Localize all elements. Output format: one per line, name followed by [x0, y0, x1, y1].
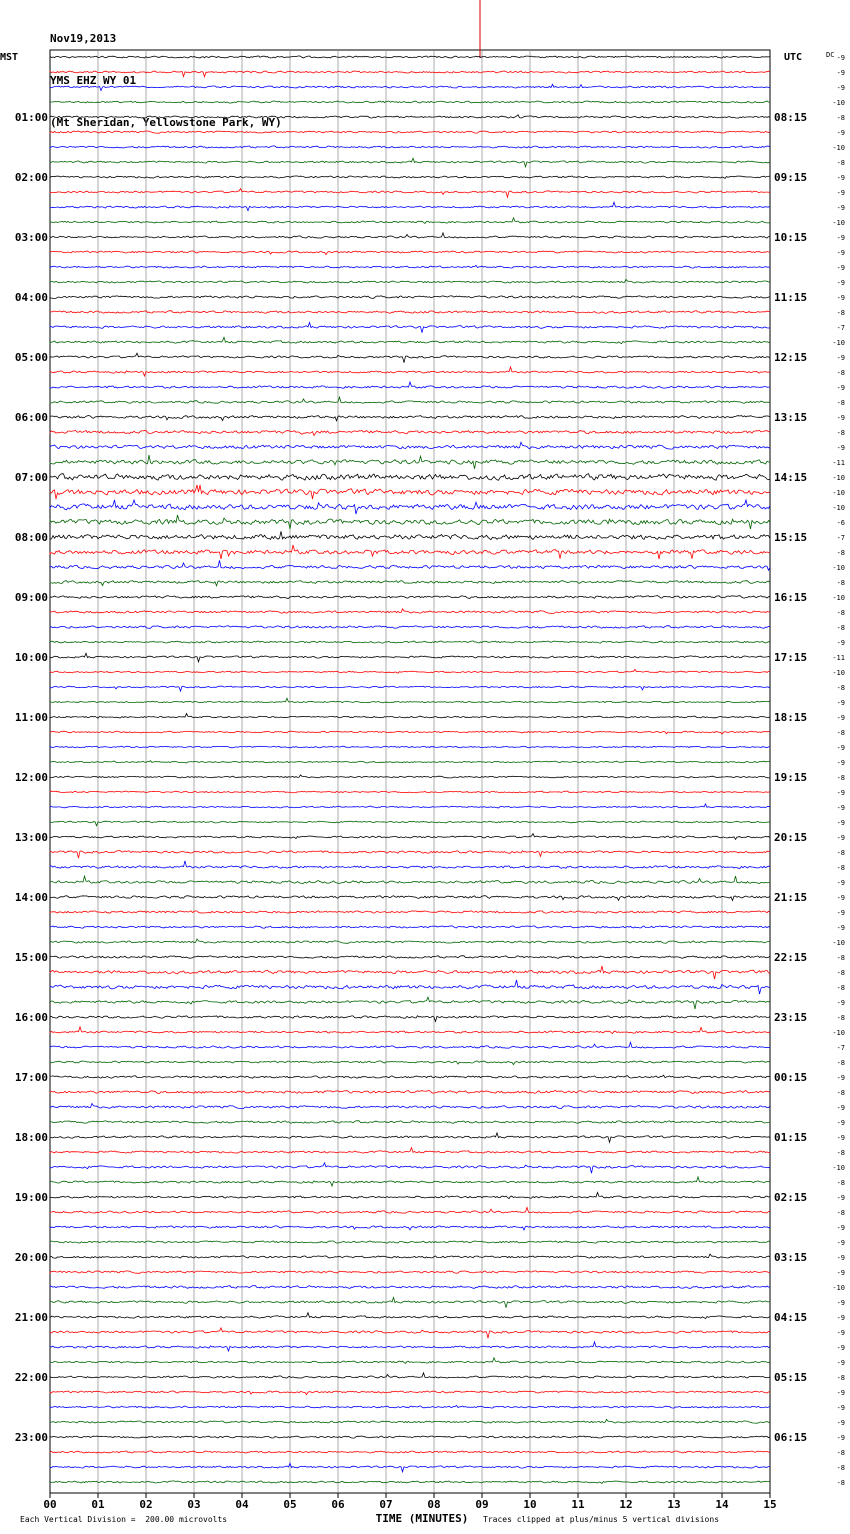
seismic-trace — [50, 56, 770, 58]
seismic-trace — [50, 442, 770, 449]
seismic-trace — [50, 1042, 770, 1048]
mst-hour-label: 17:00 — [14, 1071, 48, 1084]
utc-hour-label: 09:15 — [774, 171, 808, 184]
seismic-trace — [50, 311, 770, 314]
dc-offset-label: -9 — [836, 1119, 845, 1127]
dc-offset-label: -8 — [836, 1059, 845, 1067]
chart-date: Nov19,2013 — [50, 32, 117, 45]
dc-offset-label: -8 — [836, 1179, 845, 1187]
seismic-trace — [50, 233, 770, 238]
dc-offset-label: -10 — [832, 939, 845, 947]
footer-clip-note: Traces clipped at plus/minus 5 vertical divisions — [483, 1515, 720, 1524]
seismic-trace — [50, 1163, 770, 1173]
x-axis-title: TIME (MINUTES) — [375, 1512, 469, 1525]
dc-offset-label: -9 — [836, 264, 845, 272]
seismic-trace — [50, 761, 770, 763]
seismic-trace — [50, 146, 770, 148]
seismic-trace — [50, 101, 770, 103]
seismic-trace — [50, 337, 770, 343]
seismic-trace — [50, 804, 770, 808]
dc-offset-label: -9 — [836, 189, 845, 197]
dc-offset-label: -9 — [836, 234, 845, 242]
dc-offset-label: -8 — [836, 309, 845, 317]
seismic-trace — [50, 669, 770, 673]
x-tick-label: 04 — [235, 1498, 249, 1511]
dc-offset-label: -9 — [836, 1104, 845, 1112]
dc-offset-label: -8 — [836, 984, 845, 992]
x-tick-label: 08 — [427, 1498, 441, 1511]
dc-offset-label: -8 — [836, 1479, 845, 1487]
dc-offset-label: -8 — [836, 1449, 845, 1457]
mst-hour-label: 23:00 — [14, 1431, 48, 1444]
seismic-trace — [50, 1121, 770, 1124]
seismic-trace — [50, 1286, 770, 1289]
seismic-trace — [50, 731, 770, 734]
x-tick-label: 01 — [91, 1498, 105, 1511]
seismic-trace — [50, 791, 770, 793]
seismic-trace — [50, 1061, 770, 1065]
seismic-trace — [50, 1391, 770, 1395]
seismic-trace — [50, 430, 770, 435]
x-tick-label: 10 — [523, 1498, 537, 1511]
dc-offset-label: -9 — [836, 1224, 845, 1232]
seismic-trace — [50, 581, 770, 586]
utc-hour-label: 22:15 — [774, 951, 808, 964]
seismic-trace — [50, 1148, 770, 1154]
dc-offset-label: -9 — [836, 1239, 845, 1247]
x-tick-label: 05 — [283, 1498, 297, 1511]
utc-hour-label: 12:15 — [774, 351, 808, 364]
dc-offset-label: -9 — [836, 1344, 845, 1352]
dc-offset-label: -9 — [836, 759, 845, 767]
dc-offset-label: -8 — [836, 864, 845, 872]
x-tick-label: 12 — [619, 1498, 633, 1511]
seismic-trace — [50, 980, 770, 994]
dc-offset-label: -7 — [836, 324, 845, 332]
seismic-trace — [50, 939, 770, 943]
seismic-trace — [50, 1091, 770, 1094]
seismic-trace — [50, 746, 770, 748]
dc-offset-label: -8 — [836, 1014, 845, 1022]
seismic-trace — [50, 596, 770, 599]
dc-offset-label: -9 — [836, 879, 845, 887]
dc-offset-label: -9 — [836, 1074, 845, 1082]
seismic-trace — [50, 218, 770, 224]
dc-offset-label: -6 — [836, 519, 845, 527]
utc-hour-label: 11:15 — [774, 291, 808, 304]
mst-hour-label: 20:00 — [14, 1251, 48, 1264]
dc-offset-label: -10 — [832, 474, 845, 482]
seismic-trace — [50, 545, 770, 559]
dc-offset-label: -9 — [836, 1134, 845, 1142]
mst-axis-label: MST — [0, 52, 19, 63]
dc-offset-label: -8 — [836, 159, 845, 167]
seismic-trace — [50, 1481, 770, 1484]
dc-offset-label: -9 — [836, 129, 845, 137]
chart-location: (Mt Sheridan, Yellowstone Park, WY) — [50, 116, 282, 129]
dc-offset-label: -8 — [836, 429, 845, 437]
seismic-trace — [50, 485, 770, 499]
dc-offset-label: -8 — [836, 1464, 845, 1472]
dc-offset-label: -9 — [836, 1359, 845, 1367]
utc-hour-label: 01:15 — [774, 1131, 808, 1144]
seismic-trace — [50, 367, 770, 376]
dc-offset-label: -9 — [836, 69, 845, 77]
utc-hour-label: 00:15 — [774, 1071, 808, 1084]
dc-offset-label: -9 — [836, 1194, 845, 1202]
seismic-trace — [50, 821, 770, 826]
mst-hour-label: 14:00 — [14, 891, 48, 904]
x-tick-label: 11 — [571, 1498, 585, 1511]
seismic-trace — [50, 416, 770, 421]
seismic-trace — [50, 279, 770, 283]
dc-offset-label: -9 — [836, 249, 845, 257]
dc-offset-label: -10 — [832, 669, 845, 677]
seismic-trace — [50, 1419, 770, 1423]
dc-offset-label: -7 — [836, 1044, 845, 1052]
seismic-trace — [50, 1241, 770, 1243]
dc-offset-label: -9 — [836, 279, 845, 287]
x-tick-label: 15 — [763, 1498, 777, 1511]
dc-offset-label: -10 — [832, 99, 845, 107]
utc-hour-label: 06:15 — [774, 1431, 808, 1444]
dc-offset-label: -9 — [836, 354, 845, 362]
x-tick-label: 03 — [187, 1498, 201, 1511]
seismic-trace — [50, 560, 770, 570]
seismic-trace — [50, 775, 770, 778]
mst-hour-label: 12:00 — [14, 771, 48, 784]
seismic-trace — [50, 1342, 770, 1351]
seismic-trace — [50, 1358, 770, 1364]
utc-hour-label: 10:15 — [774, 231, 808, 244]
dc-offset-label: -9 — [836, 819, 845, 827]
dc-offset-label: -10 — [832, 594, 845, 602]
seismic-trace — [50, 714, 770, 719]
footer-scale-note: Each Vertical Division = 200.00 microvolts — [20, 1515, 228, 1524]
dc-offset-label: -9 — [836, 1254, 845, 1262]
mst-hour-label: 04:00 — [14, 291, 48, 304]
seismic-trace — [50, 353, 770, 363]
dc-offset-label: -9 — [836, 789, 845, 797]
seismic-trace — [50, 834, 770, 840]
seismic-trace — [50, 997, 770, 1009]
mst-hour-label: 21:00 — [14, 1311, 48, 1324]
dc-offset-label: -10 — [832, 489, 845, 497]
seismic-trace — [50, 1226, 770, 1230]
dc-offset-label: -9 — [836, 639, 845, 647]
mst-hour-label: 15:00 — [14, 951, 48, 964]
seismic-trace — [50, 251, 770, 255]
x-tick-label: 07 — [379, 1498, 393, 1511]
dc-offset-label: -8 — [836, 1089, 845, 1097]
dc-offset-label: -10 — [832, 1029, 845, 1037]
seismic-trace — [50, 1075, 770, 1078]
seismic-trace — [50, 115, 770, 118]
utc-hour-label: 02:15 — [774, 1191, 808, 1204]
seismic-trace — [50, 531, 770, 539]
dc-offset-label: -10 — [832, 564, 845, 572]
seismic-trace — [50, 1207, 770, 1213]
dc-offset-label: -9 — [836, 999, 845, 1007]
seismic-trace — [50, 653, 770, 662]
dc-offset-label: -8 — [836, 1209, 845, 1217]
seismic-trace — [50, 1271, 770, 1274]
seismic-trace — [50, 911, 770, 913]
seismic-trace — [50, 1313, 770, 1319]
dc-offset-label: -10 — [832, 504, 845, 512]
seismic-trace — [50, 1016, 770, 1022]
seismic-trace — [50, 896, 770, 901]
dc-offset-label: -9 — [836, 834, 845, 842]
dc-offset-label: -8 — [836, 1149, 845, 1157]
utc-hour-label: 20:15 — [774, 831, 808, 844]
seismic-trace — [50, 956, 770, 959]
mst-hour-label: 19:00 — [14, 1191, 48, 1204]
seismic-trace — [50, 966, 770, 979]
seismic-trace — [50, 1405, 770, 1408]
mst-hour-label: 13:00 — [14, 831, 48, 844]
dc-offset-label: -8 — [836, 774, 845, 782]
seismic-trace — [50, 455, 770, 469]
mst-hour-label: 16:00 — [14, 1011, 48, 1024]
dc-offset-label: -9 — [836, 1389, 845, 1397]
x-tick-label: 14 — [715, 1498, 729, 1511]
mst-hour-label: 03:00 — [14, 231, 48, 244]
dc-offset-label: -9 — [836, 699, 845, 707]
dc-offset-label: -8 — [836, 399, 845, 407]
mst-hour-label: 02:00 — [14, 171, 48, 184]
dc-offset-label: -11 — [832, 654, 845, 662]
seismic-trace — [50, 1436, 770, 1438]
mst-hour-label: 10:00 — [14, 651, 48, 664]
mst-hour-label: 06:00 — [14, 411, 48, 424]
dc-offset-label: -9 — [836, 1299, 845, 1307]
dc-offset-label: -9 — [836, 909, 845, 917]
dc-offset-label: -8 — [836, 549, 845, 557]
utc-hour-label: 19:15 — [774, 771, 808, 784]
dc-offset-label: -8 — [836, 849, 845, 857]
dc-offset-label: -10 — [832, 339, 845, 347]
dc-offset-label: -8 — [836, 1374, 845, 1382]
seismic-trace — [50, 698, 770, 703]
mst-hour-label: 09:00 — [14, 591, 48, 604]
seismic-trace — [50, 609, 770, 614]
x-tick-label: 00 — [43, 1498, 57, 1511]
seismic-trace — [50, 176, 770, 179]
utc-hour-label: 03:15 — [774, 1251, 808, 1264]
dc-label: DC — [826, 51, 835, 59]
dc-offset-label: -9 — [836, 1314, 845, 1322]
seismic-trace — [50, 876, 770, 883]
seismic-trace — [50, 84, 770, 90]
dc-offset-label: -9 — [836, 804, 845, 812]
seismic-trace — [50, 626, 770, 629]
chart-station: YMS EHZ WY 01 — [50, 74, 137, 87]
seismic-trace — [50, 1104, 770, 1109]
seismic-trace — [50, 131, 770, 133]
dc-offset-label: -9 — [836, 924, 845, 932]
dc-offset-label: -9 — [836, 54, 845, 62]
seismic-trace — [50, 1133, 770, 1142]
seismic-trace — [50, 851, 770, 859]
utc-hour-label: 13:15 — [774, 411, 808, 424]
seismic-trace — [50, 515, 770, 529]
dc-offset-label: -9 — [836, 294, 845, 302]
seismic-trace — [50, 1373, 770, 1378]
dc-offset-label: -9 — [836, 1434, 845, 1442]
utc-hour-label: 18:15 — [774, 711, 808, 724]
seismic-trace — [50, 265, 770, 268]
dc-offset-label: -9 — [836, 1269, 845, 1277]
dc-offset-label: -9 — [836, 444, 845, 452]
dc-offset-label: -8 — [836, 729, 845, 737]
seismic-trace — [50, 397, 770, 403]
mst-hour-label: 07:00 — [14, 471, 48, 484]
utc-hour-label: 21:15 — [774, 891, 808, 904]
seismic-trace — [50, 474, 770, 481]
dc-offset-label: -9 — [836, 714, 845, 722]
dc-offset-label: -9 — [836, 744, 845, 752]
dc-offset-label: -8 — [836, 684, 845, 692]
mst-hour-label: 22:00 — [14, 1371, 48, 1384]
utc-axis-label: UTC — [784, 52, 803, 63]
dc-offset-label: -10 — [832, 1164, 845, 1172]
mst-hour-label: 18:00 — [14, 1131, 48, 1144]
mst-hour-label: 01:00 — [14, 111, 48, 124]
mst-hour-label: 05:00 — [14, 351, 48, 364]
dc-offset-label: -9 — [836, 414, 845, 422]
seismic-trace — [50, 71, 770, 77]
dc-offset-label: -8 — [836, 114, 845, 122]
utc-hour-label: 23:15 — [774, 1011, 808, 1024]
x-tick-label: 13 — [667, 1498, 681, 1511]
seismic-trace — [50, 382, 770, 388]
utc-hour-label: 16:15 — [774, 591, 808, 604]
utc-hour-label: 15:15 — [774, 531, 808, 544]
dc-offset-label: -10 — [832, 1284, 845, 1292]
dc-offset-label: -9 — [836, 174, 845, 182]
dc-offset-label: -9 — [836, 1404, 845, 1412]
dc-offset-label: -8 — [836, 954, 845, 962]
seismic-trace — [50, 189, 770, 198]
dc-offset-label: -9 — [836, 1419, 845, 1427]
x-tick-label: 02 — [139, 1498, 153, 1511]
dc-offset-label: -8 — [836, 609, 845, 617]
seismic-trace — [50, 202, 770, 210]
seismic-trace — [50, 1027, 770, 1034]
dc-offset-label: -9 — [836, 384, 845, 392]
seismic-trace — [50, 641, 770, 643]
seismic-trace — [50, 1192, 770, 1198]
dc-offset-label: -7 — [836, 534, 845, 542]
seismic-trace — [50, 1328, 770, 1338]
seismic-trace — [50, 1298, 770, 1308]
seismic-trace — [50, 158, 770, 167]
dc-offset-label: -10 — [832, 144, 845, 152]
dc-offset-label: -11 — [832, 459, 845, 467]
dc-offset-label: -9 — [836, 204, 845, 212]
seismic-trace — [50, 1451, 770, 1453]
utc-hour-label: 17:15 — [774, 651, 808, 664]
utc-hour-label: 04:15 — [774, 1311, 808, 1324]
x-tick-label: 06 — [331, 1498, 345, 1511]
dc-offset-label: -9 — [836, 894, 845, 902]
mst-hour-label: 11:00 — [14, 711, 48, 724]
seismic-trace — [50, 296, 770, 299]
seismic-trace — [50, 861, 770, 868]
seismic-trace — [50, 323, 770, 333]
dc-offset-label: -8 — [836, 624, 845, 632]
seismic-trace — [50, 926, 770, 928]
dc-offset-label: -9 — [836, 84, 845, 92]
utc-hour-label: 05:15 — [774, 1371, 808, 1384]
dc-offset-label: -8 — [836, 579, 845, 587]
dc-offset-label: -8 — [836, 969, 845, 977]
utc-hour-label: 08:15 — [774, 111, 808, 124]
dc-offset-label: -10 — [832, 219, 845, 227]
seismic-trace — [50, 686, 770, 691]
seismic-trace — [50, 500, 770, 514]
mst-hour-label: 08:00 — [14, 531, 48, 544]
x-tick-label: 09 — [475, 1498, 489, 1511]
dc-offset-label: -8 — [836, 369, 845, 377]
seismic-trace — [50, 1254, 770, 1258]
dc-offset-label: -9 — [836, 1329, 845, 1337]
seismic-trace — [50, 1177, 770, 1186]
utc-hour-label: 14:15 — [774, 471, 808, 484]
seismic-trace — [50, 1463, 770, 1472]
